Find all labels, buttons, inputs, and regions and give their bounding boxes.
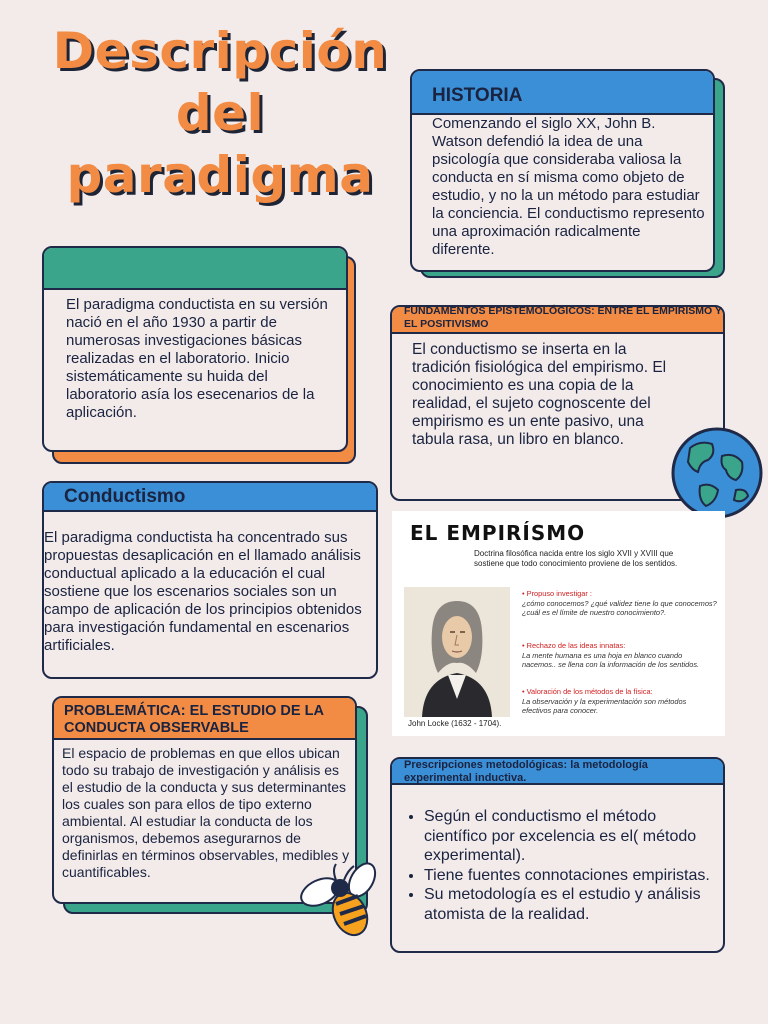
empirismo-point-1 [522,589,717,618]
origen-text: El paradigma conductista en su versión nació en el año 1930 a partir de numerosas investigaciones básicas realizadas en el laboratorio. Inicio sistemáticamente su huida del laboratorio asía los esecenarios de la aplicación. [66,296,328,421]
point-1-body: ¿cómo conocemos? ¿qué validez tiene lo que conocemos? ¿cuál es el límite de nuestro conocimiento?. [522,598,717,617]
origen-card [42,246,348,452]
point-3-head: • Valoración de los métodos de la física: [522,687,653,696]
list-item: • Su metodología es el estudio y análisis atomista de la realidad. [424,885,714,924]
problematica-header: PROBLEMÁTICA: EL ESTUDIO DE LA CONDUCTA OBSERVABLE [64,703,324,736]
conductismo-header: Conductismo [64,486,186,507]
globe-icon [670,426,764,520]
empirismo-description: Doctrina filosófica nacida entre los siglo XVII y XVIII que sostiene que todo conocimiento proviene de los sentidos. [474,549,678,568]
point-3-body: La observación y la experimentación son métodos efectivos para conocer. [522,696,687,715]
point-2-body: La mente humana es una hoja en blanco cuando nacemos.. se llena con la información de los sentidos. [522,650,700,669]
conductismo-card [42,481,378,679]
empirismo-point-3 [522,687,717,716]
fundamentos-text: El conductismo se inserta en la tradición fisiológica del empirismo. El conocimiento es una copia de la realidad, el sujeto cognoscente del empirismo es un ente pasivo, una tabula rasa, un libro en blanco. [412,341,667,448]
historia-header: HISTORIA [432,85,523,106]
prescripciones-header: Prescripciones metodológicas: la metodología experimental inductiva. [404,759,648,784]
problematica-text: El espacio de problemas en que ellos ubican todo su trabajo de investigación y análisis es el estudio de la conducta y sus determinantes los cuales son para ellos de tipo externo ambiental. Al estudiar la conducta de los organismos, debemos asegurarnos de definirlas en términos observables, medibles y cuantificables. [62,745,350,880]
conductismo-text: El paradigma conductista ha concentrado sus propuestas desaplicación en el llamado análisis conductual aplicado a la educación el cual sostiene que los escenarios sociales son un campo de aplicación de los principios obtenidos para investigación fundamental en escenarios artificiales. [44,529,362,654]
portrait-caption: John Locke (1632 - 1704). [408,719,502,728]
title-line-2: del [175,84,265,142]
historia-text: Comenzando el siglo XX, John B. Watson defendió la idea de una psicología que consideraba valiosa la conducta en sí misma como objeto de estudio, y no la un método para estudiar la conciencia. El conductismo represento una aproximación radicalmente diferente. [432,115,705,258]
prescripciones-card [390,757,725,953]
john-locke-portrait [404,587,510,717]
prescripciones-list [406,807,714,924]
list-item: • Tiene fuentes connotaciones empiristas. [424,866,714,886]
empirismo-image [392,511,725,736]
point-2-head: • Rechazo de las ideas innatas: [522,641,626,650]
page-title [30,20,410,206]
list-item: • Según el conductismo el método científico por excelencia es el( método experimental). [424,807,714,866]
bee-icon [292,852,392,944]
origen-header-bar [44,248,346,290]
historia-card [410,69,715,272]
fundamentos-header: FUNDAMENTOS EPISTEMOLÓGICOS: ENTRE EL EMPIRISMO Y EL POSITIVISMO [404,305,722,330]
title-line-1: Descripción [52,22,388,80]
empirismo-title: EL EMPIRÍSMO [410,521,586,545]
title-line-3: paradigma [66,146,374,204]
empirismo-point-2 [522,641,717,670]
point-1-head: • Propuso investigar : [522,589,592,598]
